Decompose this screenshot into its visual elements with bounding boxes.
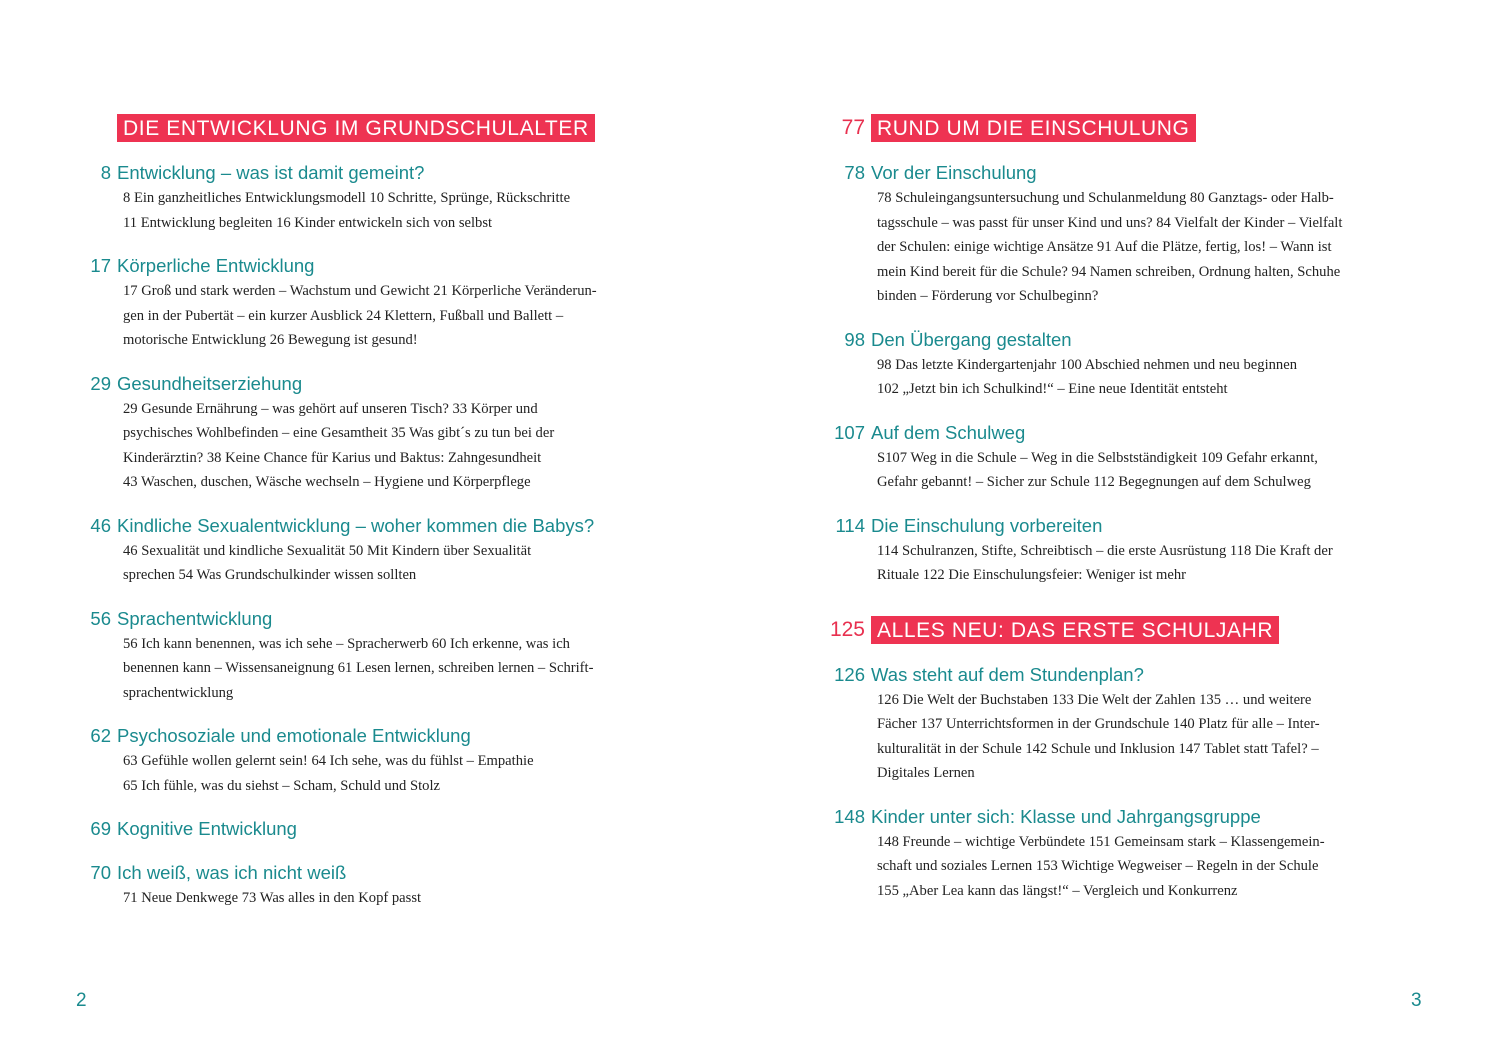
chapter-title: Kindliche Sexualentwicklung – woher kommen die Babys? xyxy=(117,514,595,536)
chapter-title: Was steht auf dem Stundenplan? xyxy=(871,663,1144,685)
subtopic-line: 11 Entwicklung begleiten 16 Kinder entwickeln sich von selbst xyxy=(123,214,493,231)
chapter-page-number: 8 xyxy=(100,162,111,183)
chapter-heading[interactable] xyxy=(754,327,1474,353)
chapter-subtopics xyxy=(877,539,1474,588)
toc-chapter xyxy=(754,327,1474,402)
subtopic-line: 56 Ich kann benennen, was ich sehe – Spracherwerb 60 Ich erkenne, was ich xyxy=(123,635,570,652)
chapter-title: Ich weiß, was ich nicht weiß xyxy=(117,862,347,883)
chapter-page-number: 56 xyxy=(90,607,111,629)
chapter-title: Psychosoziale und emotionale Entwicklung xyxy=(117,725,471,746)
subtopic-line: 155 „Aber Lea kann das längst!“ – Vergleich und Konkurrenz xyxy=(877,882,1238,899)
chapter-heading[interactable] xyxy=(0,513,720,539)
chapter-subtopics xyxy=(123,279,720,353)
part-heading xyxy=(754,114,1474,142)
subtopic-line: 46 Sexualität und kindliche Sexualität 50 Mit Kindern über Sexualität xyxy=(123,542,532,559)
toc-chapter xyxy=(0,606,720,706)
chapter-title: Gesundheitserziehung xyxy=(117,372,303,394)
chapter-subtopics xyxy=(123,397,720,495)
chapter-subtopics xyxy=(123,749,720,798)
chapter-title: Sprachentwicklung xyxy=(117,607,273,629)
toc-chapter xyxy=(754,662,1474,786)
right-page-toc xyxy=(754,114,1474,921)
subtopic-line: 98 Das letzte Kindergartenjahr 100 Abschied nehmen und neu beginnen xyxy=(877,356,1297,373)
chapter-title: Entwicklung – was ist damit gemeint? xyxy=(117,162,425,183)
toc-chapter xyxy=(0,816,720,842)
toc-chapter xyxy=(0,371,720,495)
chapter-subtopics xyxy=(123,886,720,911)
chapter-page-number: 78 xyxy=(844,162,865,183)
chapter-heading[interactable] xyxy=(0,816,720,842)
chapter-title: Kognitive Entwicklung xyxy=(117,818,297,839)
subtopic-line: S107 Weg in die Schule – Weg in die Selbstständigkeit 109 Gefahr erkannt, xyxy=(877,449,1318,466)
subtopic-line: kulturalität in der Schule 142 Schule und Inklusion 147 Tablet statt Tafel? – xyxy=(877,740,1319,757)
chapter-heading[interactable] xyxy=(0,160,720,186)
chapter-page-number: 29 xyxy=(90,372,111,394)
chapter-heading[interactable] xyxy=(0,253,720,279)
chapter-title: Die Einschulung vorbereiten xyxy=(871,514,1103,536)
chapter-subtopics xyxy=(123,632,720,706)
subtopic-line: gen in der Pubertät – ein kurzer Ausblick 24 Klettern, Fußball und Ballett – xyxy=(123,307,564,324)
chapter-subtopics xyxy=(123,186,720,235)
subtopic-line: 17 Groß und stark werden – Wachstum und Gewicht 21 Körperliche Veränderun- xyxy=(123,283,597,299)
part-title[interactable]: RUND UM DIE EINSCHULUNG xyxy=(871,114,1196,142)
part-page-number[interactable]: 77 xyxy=(841,116,865,139)
subtopic-line: 43 Waschen, duschen, Wäsche wechseln – Hygiene und Körperpflege xyxy=(123,474,531,490)
subtopic-line: Rituale 122 Die Einschulungsfeier: Weniger ist mehr xyxy=(877,567,1187,583)
part-title[interactable]: ALLES NEU: DAS ERSTE SCHULJAHR xyxy=(871,616,1279,644)
subtopic-line: Digitales Lernen xyxy=(877,765,975,781)
chapter-heading[interactable] xyxy=(754,420,1474,446)
chapter-page-number: 70 xyxy=(90,862,111,883)
subtopic-line: 148 Freunde – wichtige Verbündete 151 Gemeinsam stark – Klassengemein- xyxy=(877,833,1325,850)
subtopic-line: Kinderärztin? 38 Keine Chance für Karius und Baktus: Zahngesundheit xyxy=(123,449,542,466)
chapter-page-number: 148 xyxy=(834,805,865,827)
chapter-heading[interactable] xyxy=(754,160,1474,186)
chapter-heading[interactable] xyxy=(0,371,720,397)
chapter-page-number: 69 xyxy=(90,818,111,839)
subtopic-line: 102 „Jetzt bin ich Schulkind!“ – Eine neue Identität entsteht xyxy=(877,381,1228,397)
chapter-subtopics xyxy=(877,446,1474,495)
chapter-title: Körperliche Entwicklung xyxy=(117,255,315,276)
chapter-page-number: 107 xyxy=(834,421,865,443)
subtopic-line: 8 Ein ganzheitliches Entwicklungsmodell 10 Schritte, Sprünge, Rückschritte xyxy=(123,190,571,206)
chapter-title: Kinder unter sich: Klasse und Jahrgangsgruppe xyxy=(871,805,1261,827)
subtopic-line: 126 Die Welt der Buchstaben 133 Die Welt der Zahlen 135 … und weitere xyxy=(877,691,1312,708)
subtopic-line: 114 Schulranzen, Stifte, Schreibtisch – die erste Ausrüstung 118 Die Kraft der xyxy=(877,542,1333,559)
chapter-page-number: 46 xyxy=(90,514,111,536)
chapter-heading[interactable] xyxy=(0,723,720,749)
subtopic-line: 63 Gefühle wollen gelernt sein! 64 Ich sehe, was du fühlst – Empathie xyxy=(123,753,534,769)
chapter-page-number: 98 xyxy=(844,328,865,350)
toc-chapter xyxy=(754,513,1474,588)
toc-chapter xyxy=(0,723,720,798)
chapter-title: Den Übergang gestalten xyxy=(871,328,1072,350)
chapter-title: Auf dem Schulweg xyxy=(871,421,1026,443)
toc-chapter xyxy=(0,253,720,353)
subtopic-line: 71 Neue Denkwege 73 Was alles in den Kopf passt xyxy=(123,890,422,906)
toc-chapter xyxy=(0,860,720,911)
left-page-toc xyxy=(0,114,720,929)
subtopic-line: psychisches Wohlbefinden – eine Gesamtheit 35 Was gibt´s zu tun bei der xyxy=(123,425,555,441)
subtopic-line: 78 Schuleingangsuntersuchung und Schulanmeldung 80 Ganztags- oder Halb- xyxy=(877,190,1334,206)
chapter-page-number: 114 xyxy=(835,514,865,536)
chapter-subtopics xyxy=(877,688,1474,786)
subtopic-line: der Schulen: einige wichtige Ansätze 91 Auf die Plätze, fertig, los! – Wann ist xyxy=(877,239,1332,255)
subtopic-line: 29 Gesunde Ernährung – was gehört auf unseren Tisch? 33 Körper und xyxy=(123,400,538,417)
part-page-number[interactable]: 125 xyxy=(829,617,865,641)
subtopic-line: sprechen 54 Was Grundschulkinder wissen sollten xyxy=(123,567,417,583)
part-heading xyxy=(754,616,1474,644)
subtopic-line: mein Kind bereit für die Schule? 94 Namen schreiben, Ordnung halten, Schuhe xyxy=(877,263,1341,280)
subtopic-line: benennen kann – Wissensaneignung 61 Lesen lernen, schreiben lernen – Schrift- xyxy=(123,660,594,676)
chapter-heading[interactable] xyxy=(754,513,1474,539)
toc-chapter xyxy=(0,160,720,235)
subtopic-line: tagsschule – was passt für unser Kind und uns? 84 Vielfalt der Kinder – Vielfalt xyxy=(877,214,1343,231)
toc-chapter xyxy=(0,513,720,588)
chapter-title: Vor der Einschulung xyxy=(871,162,1037,183)
part-heading xyxy=(0,114,720,142)
chapter-subtopics xyxy=(877,186,1474,309)
chapter-page-number: 126 xyxy=(834,663,865,685)
chapter-subtopics xyxy=(123,539,720,588)
chapter-heading[interactable] xyxy=(754,662,1474,688)
chapter-heading[interactable] xyxy=(0,606,720,632)
chapter-subtopics xyxy=(877,353,1474,402)
page-number-left: 2 xyxy=(76,990,87,1011)
subtopic-line: motorische Entwicklung 26 Bewegung ist gesund! xyxy=(123,332,418,348)
toc-chapter xyxy=(754,804,1474,904)
subtopic-line: schaft und soziales Lernen 153 Wichtige Wegweiser – Regeln in der Schule xyxy=(877,858,1319,874)
subtopic-line: Gefahr gebannt! – Sicher zur Schule 112 Begegnungen auf dem Schulweg xyxy=(877,474,1311,490)
chapter-page-number: 62 xyxy=(90,725,111,746)
subtopic-line: 65 Ich fühle, was du siehst – Scham, Schuld und Stolz xyxy=(123,777,440,794)
subtopic-line: sprachentwicklung xyxy=(123,684,234,701)
page-number-right: 3 xyxy=(1411,990,1422,1011)
toc-chapter xyxy=(754,160,1474,309)
chapter-heading[interactable] xyxy=(754,804,1474,830)
subtopic-line: Fächer 137 Unterrichtsformen in der Grundschule 140 Platz für alle – Inter- xyxy=(877,716,1320,732)
part-title[interactable]: DIE ENTWICKLUNG IM GRUNDSCHULALTER xyxy=(117,114,595,142)
chapter-heading[interactable] xyxy=(0,860,720,886)
subtopic-line: binden – Förderung vor Schulbeginn? xyxy=(877,288,1099,304)
chapter-page-number: 17 xyxy=(90,255,111,276)
toc-chapter xyxy=(754,420,1474,495)
chapter-subtopics xyxy=(877,830,1474,904)
